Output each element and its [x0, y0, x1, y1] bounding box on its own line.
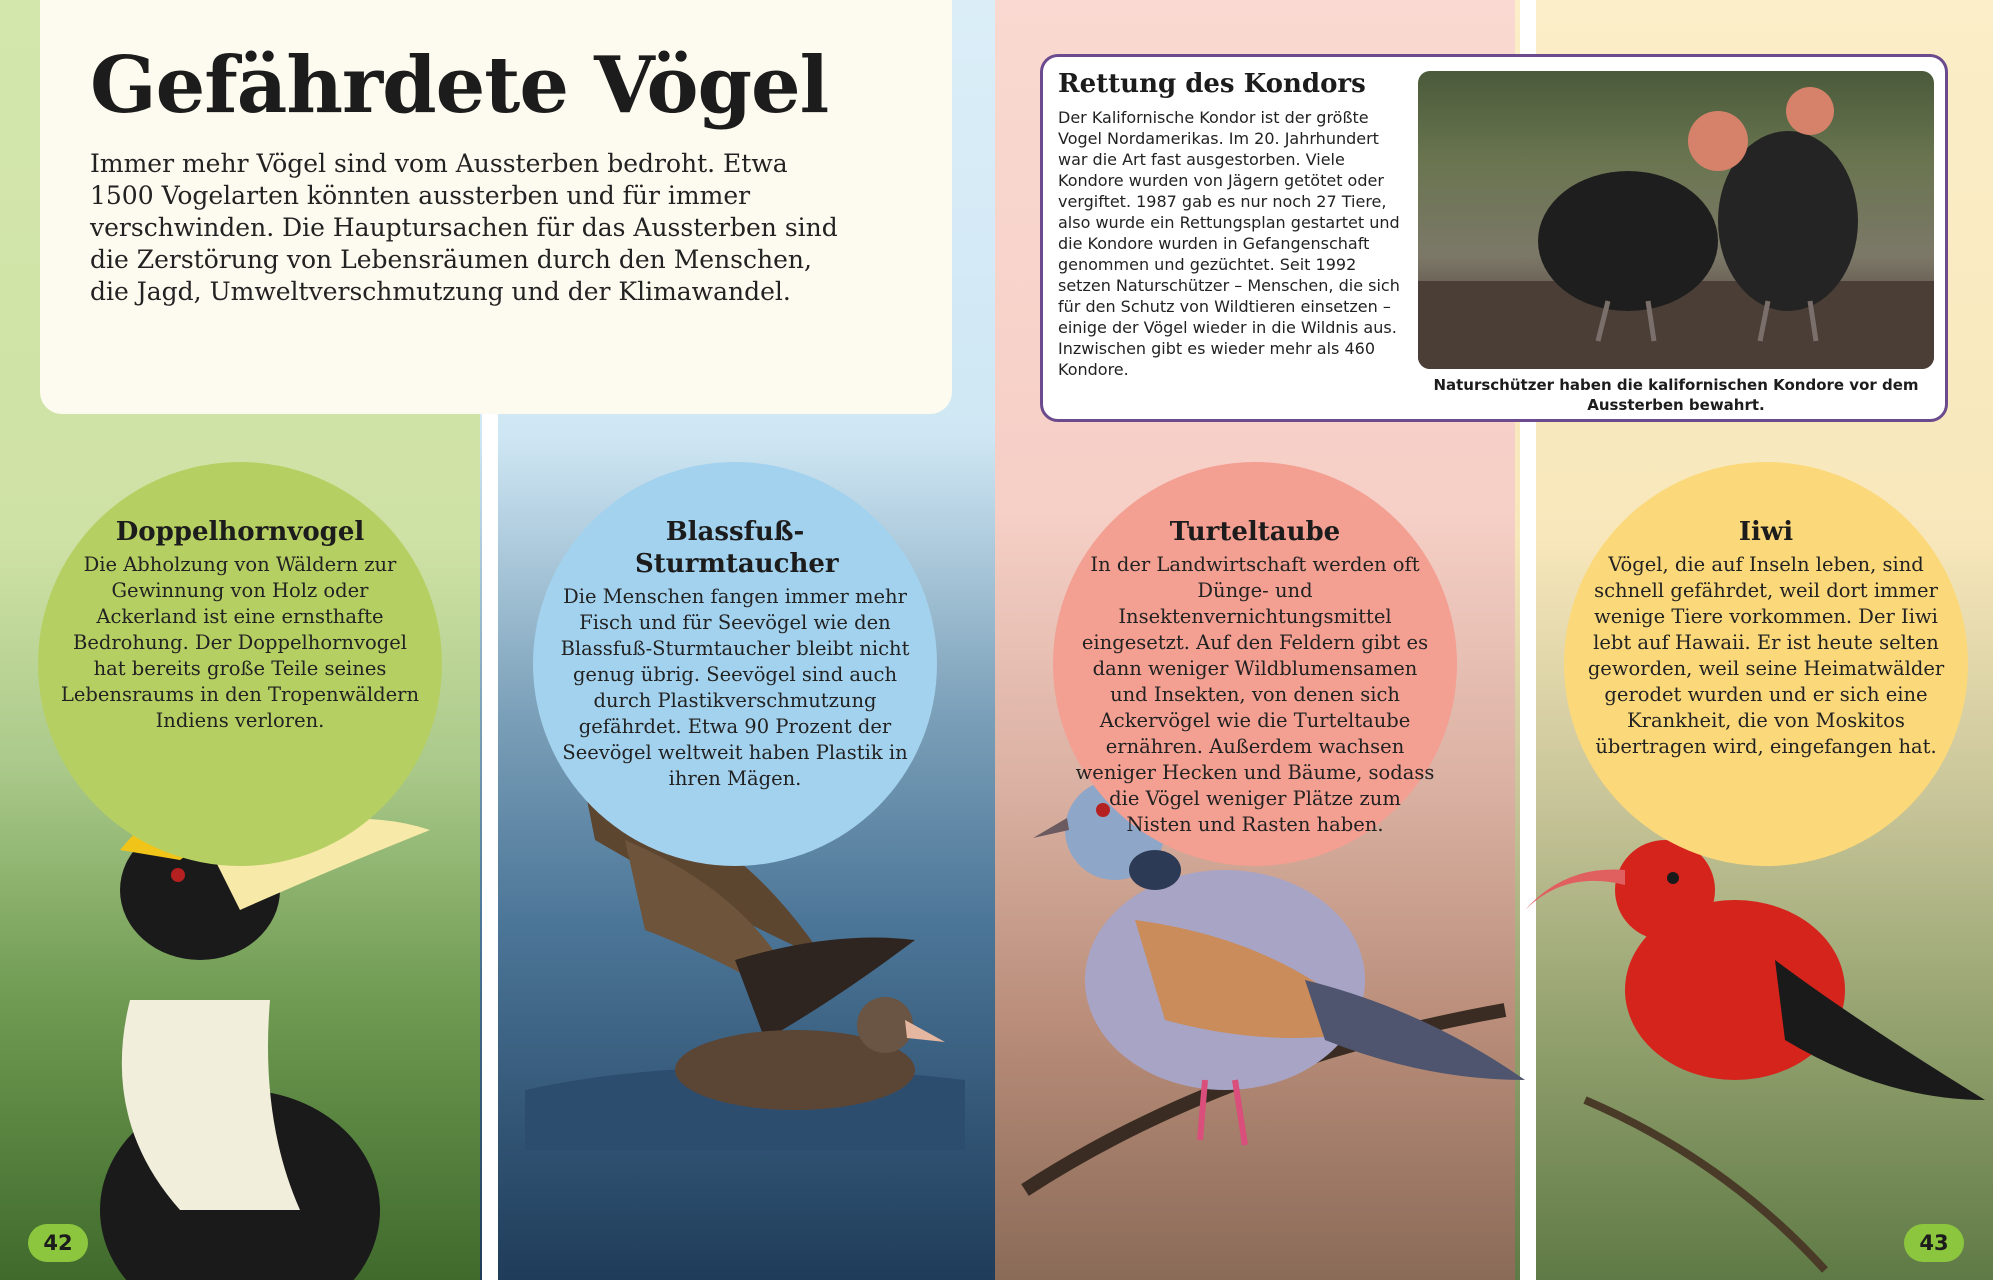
condor-info-box — [1040, 54, 1948, 422]
iiwi-text-block — [1586, 516, 1946, 760]
shearwater-description: Die Menschen fangen immer mehr Fisch und für Seevögel wie den Blassfuß-Sturmtaucher bleibt nicht genug übrig. Seevögel sind auch durch Plastikverschmutzung gefährdet. Etwa 90 Prozent der Seevögel weltweit haben Plastik in ihren Mägen. — [560, 585, 910, 790]
hornbill-text-block — [60, 516, 420, 734]
page-number-left: 42 — [28, 1224, 88, 1262]
shearwater-text-block — [555, 516, 915, 792]
hornbill-description: Die Abholzung von Wäldern zur Gewinnung von Holz oder Ackerland ist eine ernsthafte Bedrohung. Der Doppelhornvogel hat bereits große Teile seines Lebensraums in den Tropenwäldern Indiens verloren. — [60, 553, 420, 732]
title-panel — [40, 0, 952, 414]
page-title: Gefährdete Vögel — [90, 40, 829, 131]
condor-photo-caption: Naturschützer haben die kalifornischen Kondore vor dem Aussterben bewahrt. — [1433, 376, 1919, 414]
condor-box-title: Rettung des Kondors — [1058, 69, 1366, 99]
turtle-dove-title: Turteltaube — [1169, 517, 1341, 547]
hornbill-title: Doppelhornvogel — [115, 517, 365, 547]
intro-text: Immer mehr Vögel sind vom Aussterben bedroht. Etwa 1500 Vogelarten könnten aussterben und für immer verschwinden. Die Hauptursachen für das Aussterben sind die Zerstörung von Lebensräumen durch den Menschen, die Jagd, Umweltverschmutzung und der Klimawandel. — [90, 149, 838, 306]
turtle-dove-description: In der Landwirtschaft werden oft Dünge- und Insektenvernichtungsmittel eingesetzt. Auf den Feldern gibt es dann weniger Wildblumensamen und Insekten, von denen sich Ackervögel wie die Turteltaube ernähren. Außerdem wachsen weniger Hecken und Bäume, sodass die Vögel weniger Plätze zum Nisten und Rasten haben. — [1075, 553, 1435, 836]
iiwi-title: Iiwi — [1738, 517, 1794, 547]
shearwater-title: Blassfuß-Sturmtaucher — [635, 517, 839, 579]
iiwi-description: Vögel, die auf Inseln leben, sind schnell gefährdet, weil dort immer wenige Tiere vorkommen. Der Iiwi lebt auf Hawaii. Er ist heute selten geworden, weil seine Heimatwälder gerodet wurden und er sich eine Krankheit, die von Moskitos übertragen wird, eingefangen hat. — [1587, 553, 1945, 758]
iiwi-image — [1525, 800, 1993, 1280]
condor-photo — [1418, 71, 1934, 369]
turtle-dove-text-block — [1075, 516, 1435, 838]
condor-box-text: Der Kalifornische Kondor ist der größte Vogel Nordamerikas. Im 20. Jahrhundert war die Art fast ausgestorben. Viele Kondore wurden von Jägern getötet oder vergiftet. 1987 gab es nur noch 27 Tiere, also wurde ein Rettungsplan gestartet und die Kondore wurden in Gefangenschaft genommen und gezüchtet. Seit 1992 setzen Naturschützer – Menschen, die sich für den Schutz von Wildtieren einsetzen – einige der Vögel wieder in die Wildnis aus. Inzwischen gibt es wieder mehr als 460 Kondore. — [1058, 108, 1400, 379]
page-number-right: 43 — [1904, 1224, 1964, 1262]
